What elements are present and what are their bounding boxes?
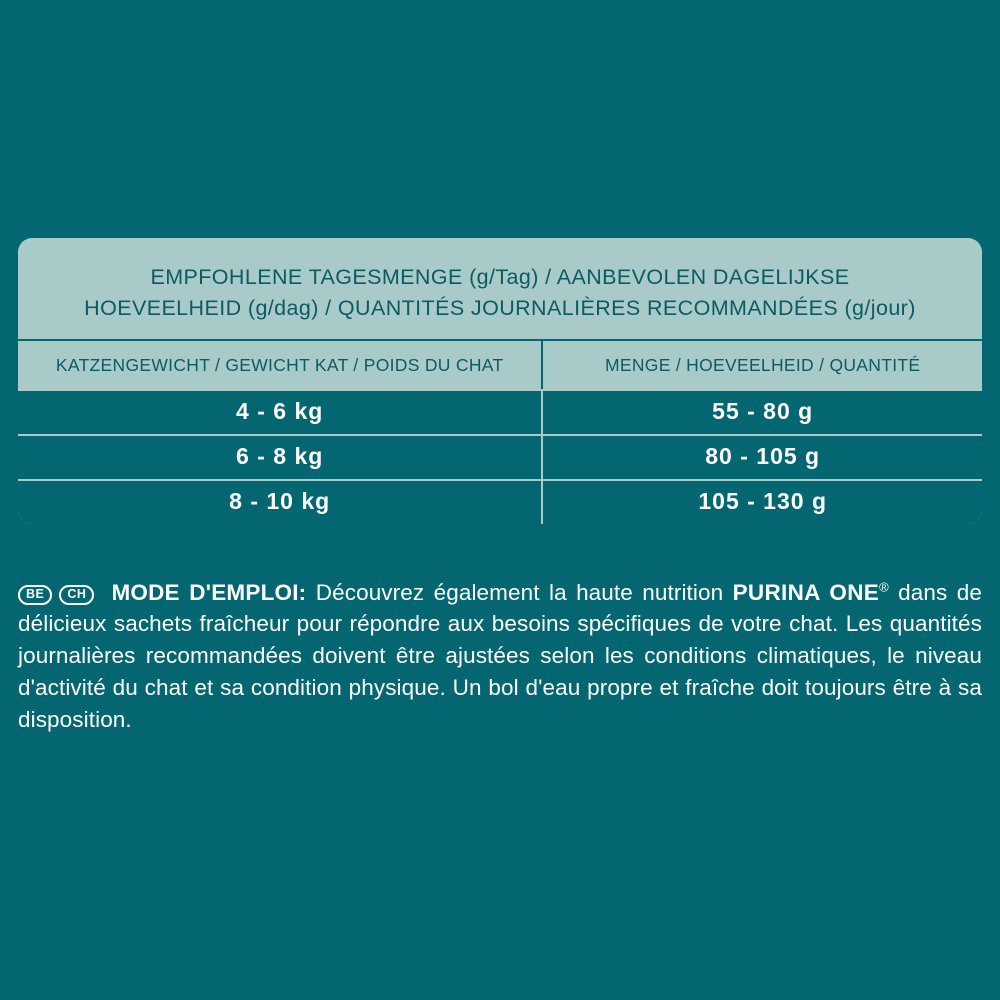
feeding-guide-table — [18, 238, 982, 524]
feeding-guide-heading-line-2: HOEVEELHEID (g/dag) / QUANTITÉS JOURNALIÈRES RECOMMANDÉES (g/jour) — [84, 295, 916, 320]
table-row — [18, 434, 982, 479]
column-header-amount: MENGE / HOEVEELHEID / QUANTITÉ — [605, 355, 921, 376]
cell-amount: 80 - 105 g — [705, 443, 821, 470]
instructions-block — [18, 552, 982, 759]
brand-name: PURINA ONE — [732, 579, 880, 605]
table-row — [18, 479, 982, 524]
cell-amount: 55 - 80 g — [712, 398, 814, 425]
country-badge-ch: CH — [59, 585, 94, 605]
instructions-body-part2: dans de délicieux sachets fraîcheur pour répondre aux besoins spécifiques de votre chat. Les quantités journalières recommandées doivent être ajustées selon les conditions climatiques, le niveau d'activité du chat et sa condition physique. Un bol d'eau propre et fraîche doit toujours être à sa disposition. — [18, 579, 982, 733]
instructions-lead: MODE D'EMPLOI: — [111, 579, 307, 605]
country-badges — [18, 575, 101, 607]
country-badge-be: BE — [18, 585, 52, 605]
instructions-text — [18, 575, 982, 737]
cell-weight: 6 - 8 kg — [18, 436, 543, 479]
feeding-guide-heading-line-1: EMPFOHLENE TAGESMENGE (g/Tag) / AANBEVOLEN DAGELIJKSE — [150, 265, 850, 289]
cell-amount: 105 - 130 g — [698, 488, 827, 515]
instructions-body-part1: Découvrez également la haute nutrition — [306, 579, 733, 605]
cell-weight: 8 - 10 kg — [18, 481, 543, 524]
table-row — [18, 389, 982, 434]
feeding-guide-heading — [18, 238, 982, 339]
column-header-weight: KATZENGEWICHT / GEWICHT KAT / POIDS DU CHAT — [18, 341, 543, 389]
cell-weight: 4 - 6 kg — [18, 391, 543, 434]
table-header-row — [18, 339, 982, 389]
registered-mark: ® — [879, 579, 889, 594]
